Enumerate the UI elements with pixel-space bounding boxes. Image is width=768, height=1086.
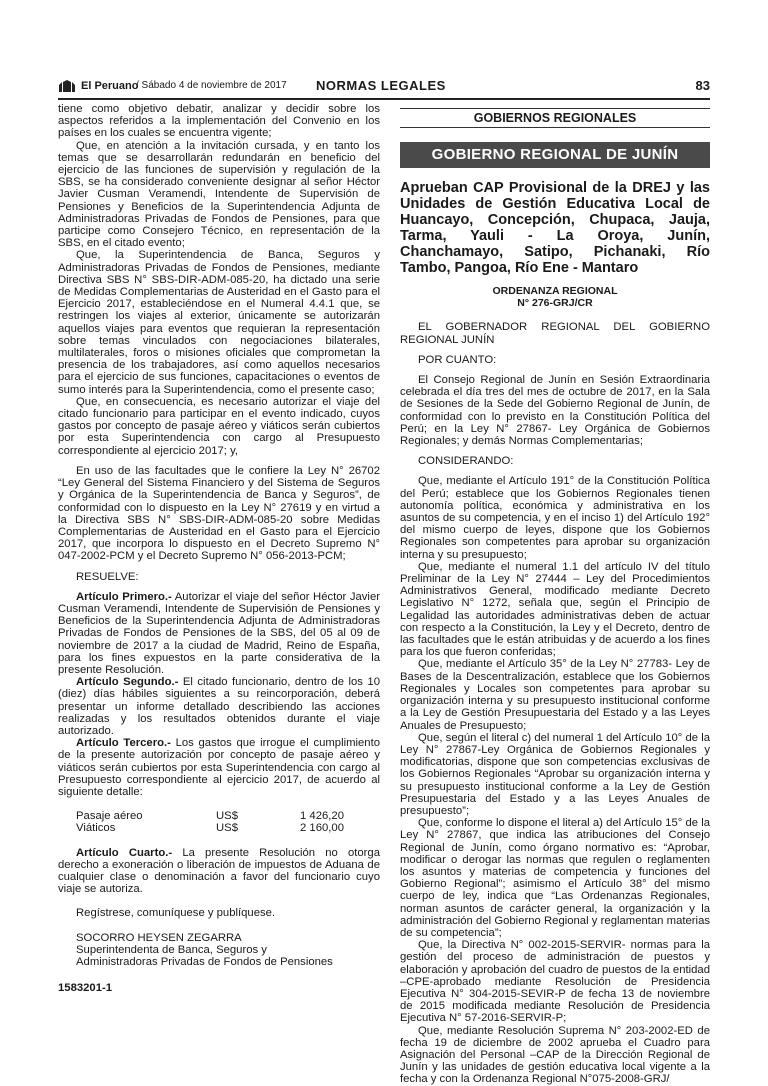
paragraph: CONSIDERANDO: [418,455,514,468]
paragraph: Que, en consecuencia, es necesario autorizar el viaje del citado funcionario para participar en el evento indicado, cuyos gastos por concepto de pasaje aéreo y viáticos serán cubiertos por esta Superintendencia con cargo al Presupuesto correspondiente al ejercicio 2017; y, [58,395,380,457]
page-header [58,76,710,98]
article-2 [58,676,380,737]
paragraph: Que, según el literal c) del numeral 1 del Artículo 10° de la Ley N° 27867-Ley Orgánica de Gobiernos Regionales y modificatorias, dispone que son competencias exclusivas de los Gobiernos Regionales “Aprobar su organización interna y su presupuesto institucional conforme a la Ley de Gestión Presupuestaria del Estado y a las Leyes Anuales de presupuesto”; [400,731,710,817]
expense-row [76,822,380,834]
expense-currency: US$ [216,822,238,835]
resolve-heading: RESUELVE: [76,570,139,583]
paragraph: Que, la Directiva N° 002-2015-SERVIR- normas para la gestión del proceso de administración de puestos y elaboración y aprobación del cuadro de puestos de la entidad –CPE-aprobado mediante Resolución de Presidencia Ejecutiva N° 304-2015-SEVIR-P de fecha 13 de noviembre de 2015 modificada mediante Resolución de Presidencia Ejecutiva N° 57-2016-SERVIR-P; [400,939,710,1025]
page-number: 83 [695,78,710,93]
ordinance-title: Aprueban CAP Provisional de la DREJ y las Unidades de Gestión Educativa Local de Huancayo, Concepción, Chupaca, Jauja, Tarma, Yauli - La Oroya, Junín, Chanchamayo, Satipo, Pichanaki, Río Tambo, Pangoa, Río Ene - Mantaro [400,180,710,277]
ordinance-number [400,286,710,309]
section-heading: GOBIERNOS REGIONALES [400,108,710,128]
paragraph: tiene como objetivo debatir, analizar y decidir sobre los aspectos referidos a la implementación del Convenio en los países en los cuales se encuentra vigente; [58,103,380,140]
article-1-label: Artículo Primero.- [76,590,172,603]
expense-amount: 2 160,00 [300,822,344,835]
article-3 [58,737,380,798]
signatory-title: Administradoras Privadas de Fondos de Pensiones [76,956,333,968]
ordinance-type: ORDENANZA REGIONAL [492,285,618,298]
ordinance-code: N° 276-GRJ/CR [517,296,593,309]
article-1-text: Autorizar el viaje del señor Héctor Javier Cusman Veramendi, Intendente de Supervisión de Pensiones y Beneficios de la Superintendencia Adjunta de Administradoras Privadas de Fondos de Pensiones de la SBS, del 05 al 09 de noviembre de 2017 a la ciudad de Madrid, Reino de España, para los fines expuestos en la parte considerativa de la presente Resolución. [58,590,380,676]
expense-name: Pasaje aéreo [76,810,143,823]
paragraph: Que, mediante el Artículo 191° de la Constitución Política del Perú; establece que los Gobiernos Regionales tienen autonomía política, económica y administrativa en los asuntos de su competencia, y en el inciso 1) del Artículo 192° del mismo cuerpo de leyes, dispone que los Gobiernos Regionales son competentes para aprobar su organización interna y su presupuesto; [400,475,710,561]
el-peruano-logo-icon [58,79,76,93]
article-2-text: El citado funcionario, dentro de los 10 (diez) días hábiles siguientes a su reincorporación, deberá presentar un informe detallado describiendo las acciones realizadas y los resultados obtenidos durante el viaje autorizado. [58,676,380,737]
paragraph: Que, mediante el numeral 1.1 del artículo IV del título Preliminar de la Ley N° 27444 – Ley del Procedimientos Administrativos General, modificado mediante Decreto Legislativo N° 1272, señala que, según el Principio de Legalidad las autoridades administrativas deben de actuar con respecto a la Constitución, la Ley y el Decreto, dentro de las facultades que le están atribuidas y de acuerdo a los fines para los que fueron conferidas; [400,560,710,659]
section-title: NORMAS LEGALES [316,78,446,93]
paragraph: POR CUANTO: [418,353,497,366]
issue-date: / Sábado 4 de noviembre de 2017 [136,80,287,91]
article-2-label: Artículo Segundo.- [76,676,179,689]
left-column [58,103,380,994]
signatory-name: SOCORRO HEYSEN ZEGARRA [76,931,242,944]
article-4 [58,847,380,896]
article-1 [58,591,380,676]
article-4-label: Artículo Cuarto.- [76,846,173,859]
paragraph: Que, la Superintendencia de Banca, Seguros y Administradoras Privadas de Fondos de Pensiones, mediante Directiva SBS N° SBS-DIR-ADM-085-20, ha dictado una serie de Medidas Complementarias de Austeridad en el Gasto para el Ejercicio 2017, estableciéndose en el Numeral 4.4.1 que, se restringen los viajes al exterior, únicamente se autorizarán aquellos viajes para eventos que requieran la representación sobre temas vinculados con negociaciones bilaterales, multilaterales, foros o misiones oficiales que comprometan la presencia de los trabajadores, así como aquellos necesarios para el ejercicio de sus funciones, capacitaciones o eventos de sumo interés para la Superintendencia, como el presente caso; [58,249,380,396]
expense-table [58,810,380,834]
article-3-text: Los gastos que irrogue el cumplimiento de la presente autorización por concepto de pasaje aéreo y viáticos serán cubiertos por esta Superintendencia con cargo al Presupuesto correspondiente al ejercicio 2017, de acuerdo al siguiente detalle: [58,737,380,798]
paragraph: Que, mediante Resolución Suprema N° 203-2002-ED de fecha 19 de diciembre de 2002 aprueba el Cuadro para Asignación del Personal –CAP de la Dirección Regional de Junín y las unidades de gestión educativa local vigente a la fecha y con la Ordenanza Regional N°075-2008-GRJ/ [400,1024,710,1086]
expense-row [76,810,380,822]
expense-amount: 1 426,20 [300,810,344,823]
paragraph: El Consejo Regional de Junín en Sesión Extraordinaria celebrada el día tres del mes de octubre de 2017, en la Sala de Sesiones de la Sede del Gobierno Regional de Junín, de conformidad con lo previsto en la Constitución Política del Perú; en la Ley N° 27867- Ley Orgánica de Gobiernos Regionales; y demás Normas Complementarias; [400,374,710,448]
paragraph: Que, en atención a la invitación cursada, y en tanto los temas que se desarrollarán redundarán en beneficio del ejercicio de las funciones de supervisión y regulación de la SBS, se ha considerado conveniente designar al señor Héctor Javier Cusman Veramendi, Intendente de Supervisión de Pensiones y Beneficios de la Superintendencia Adjunta de Administradoras Privadas de Fondos de Pensiones, para que participe como Consejero Técnico, en representación de la SBS, en el citado evento; [58,139,380,250]
paragraph: En uso de las facultades que le confiere la Ley N° 26702 “Ley General del Sistema Financiero y del Sistema de Seguros y Orgánica de la Superintendencia de Banca y Seguros”, de conformidad con lo dispuesto en la Ley N° 27619 y en virtud a la Directiva SBS N° SBS-DIR-ADM-085-20 sobre Medidas Complementarias de Austeridad en el Gasto para el Ejercicio 2017, que incorpora lo dispuesto en el Decreto Supremo N° 047-2002-PCM y el Decreto Supremo N° 056-2013-PCM; [58,464,380,563]
expense-currency: US$ [216,810,238,823]
right-column [400,108,710,1086]
paragraph: Que, conforme lo dispone el literal a) del Artículo 15° de la Ley N° 27867, que indica las atribuciones del Consejo Regional de Junín, como órgano normativo es: “Aprobar, modificar o derogar las normas que regulen o reglamenten los asuntos y materias de competencia y funciones del Gobierno Regional”; asimismo el Artículo 38° del mismo cuerpo de ley, indica que “Las Ordenanzas Regionales, norman asuntos de carácter general, la organización y la administración del Gobierno Regional y reglamentan materias de su competencia”; [400,817,710,939]
header-rule [58,98,710,100]
region-band: GOBIERNO REGIONAL DE JUNÍN [400,142,710,168]
paragraph: Que, mediante el Artículo 35° de la Ley N° 27783- Ley de Bases de la Descentralización, establece que los Gobiernos Regionales y Locales son competentes para aprobar su organización interna y su presupuesto institucional conforme a la Ley de Gestión Presupuestaria del Estado y a las Leyes Anuales de Presupuesto; [400,658,710,732]
document-code: 1583201-1 [58,982,113,995]
article-4-text: La presente Resolución no otorga derecho a exoneración o liberación de impuestos de Aduana de cualquier clase o denominación a favor del funcionario cuyo viaje se autoriza. [58,846,380,896]
signature-block [58,932,380,969]
paragraph: EL GOBERNADOR REGIONAL DEL GOBIERNO REGIONAL JUNÍN [400,321,710,346]
signatory-title: Superintendenta de Banca, Seguros y [76,943,267,956]
closing-formula: Regístrese, comuníquese y publíquese. [76,907,276,920]
article-3-label: Artículo Tercero.- [76,737,171,750]
expense-name: Viáticos [76,822,116,835]
newspaper-name: El Peruano [81,80,139,92]
